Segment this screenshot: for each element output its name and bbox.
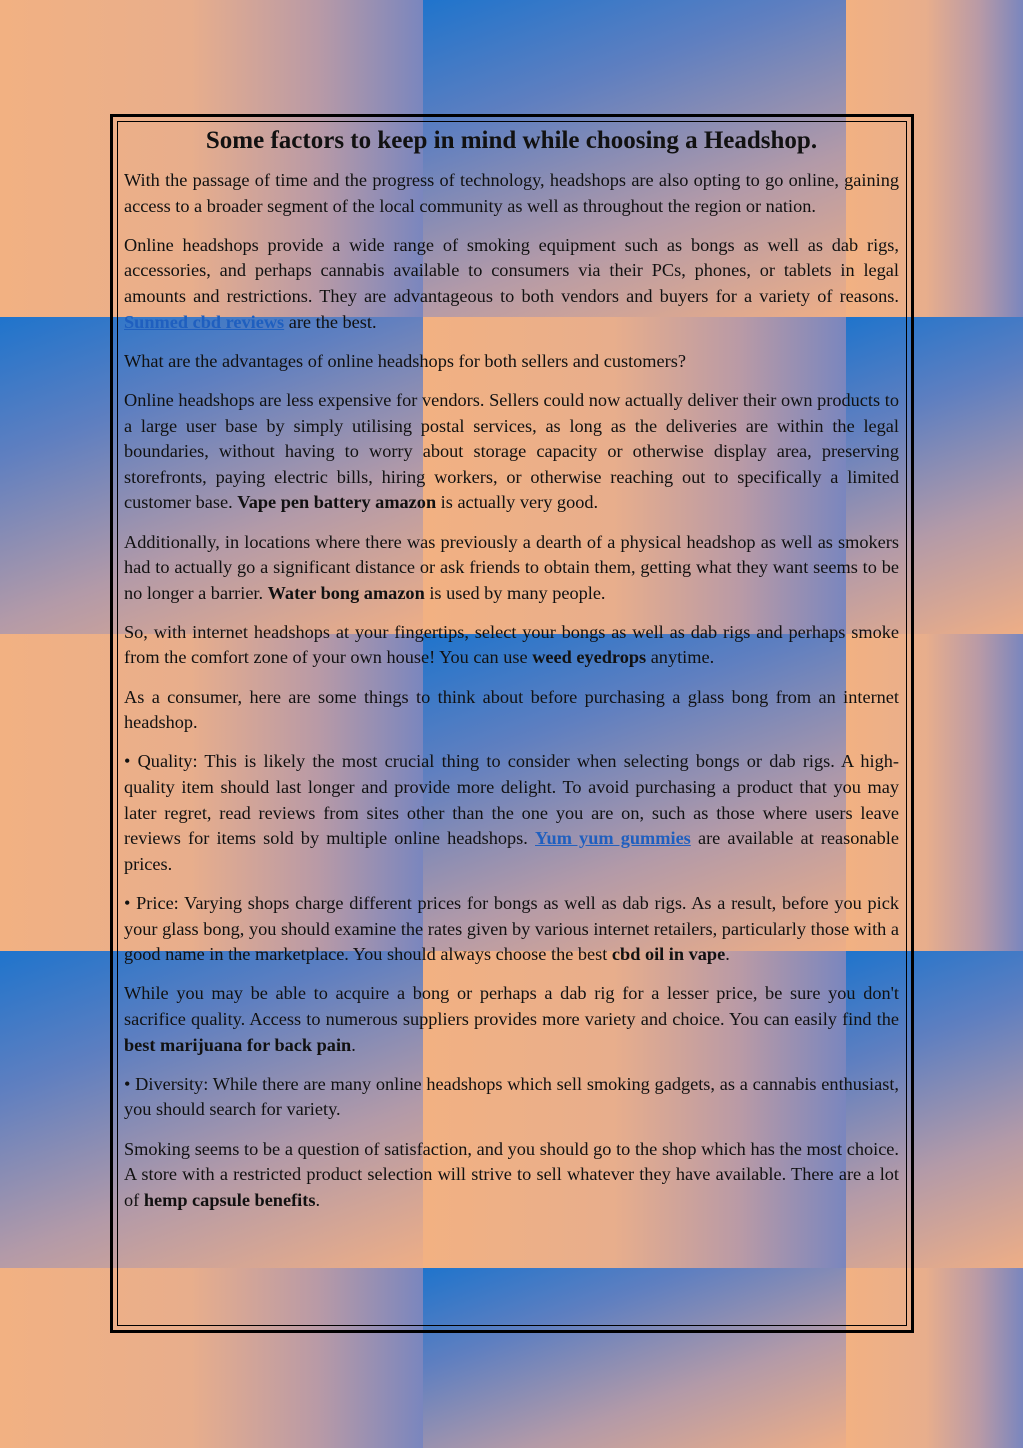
paragraph: With the passage of time and the progress of technology, headshops are also opting to go online, gaining access to a broader segment of the local community as well as throughout the region or nation. <box>124 170 899 216</box>
paragraph: Smoking seems to be a question of satisfaction, and you should go to the shop which has the most choice. A store with a restricted product selection will strive to sell whatever they have available. There are a lot of hemp capsule benefits. <box>124 1138 899 1210</box>
article <box>124 124 899 1227</box>
paragraph: While you may be able to acquire a bong or perhaps a dab rig for a lesser price, be sure you don't sacrifice quality. Access to numerous suppliers provides more variety and choice. You can easily find the best marijuana for back pain. <box>124 983 899 1055</box>
paragraph: • Quality: This is likely the most crucial thing to consider when selecting bongs or dab rigs. A high-quality item should last longer and provide more delight. To avoid purchasing a product that you may later regret, read reviews from sites other than the one you are on, such as those where users leave reviews for items sold by multiple online headshops. Yum yum gummies are available at reasonable prices. <box>124 751 900 874</box>
article-title: Some factors to keep in mind while choosing a Headshop. <box>205 127 818 154</box>
paragraph: So, with internet headshops at your fingertips, select your bongs as well as dab rigs and perhaps smoke from the comfort zone of your own house! You can use weed eyedrops anytime. <box>124 621 899 668</box>
paragraph: Online headshops provide a wide range of smoking equipment such as bongs as well as dab rigs, accessories, and perhaps cannabis available to consumers via their PCs, phones, or tablets in legal amounts and restrictions. They are advantageous to both vendors and buyers for a variety of reasons. Sunmed cbd reviews are the best. <box>124 234 899 332</box>
bold-keyword: best marijuana for back pain <box>124 1034 352 1055</box>
bold-keyword: hemp capsule benefits <box>143 1189 316 1210</box>
yum-yum-gummies-link[interactable]: Yum yum gummies <box>535 828 691 849</box>
bold-keyword: weed eyedrops <box>532 647 647 668</box>
bold-keyword: cbd oil in vape <box>611 944 726 965</box>
sunmed-cbd-reviews-link[interactable]: Sunmed cbd reviews <box>124 311 285 332</box>
paragraph: What are the advantages of online headshops for both sellers and customers? <box>124 350 686 371</box>
bold-keyword: Vape pen battery amazon <box>237 492 437 513</box>
paragraph: Additionally, in locations where there was previously a dearth of a physical headshop as well as smokers had to actually go a significant distance or ask friends to obtain them, getting what they want seems to be no longer a barrier. Water bong amazon is used by many people. <box>124 531 899 603</box>
paragraph: Online headshops are less expensive for vendors. Sellers could now actually deliver their own products to a large user base by simply utilising postal services, as long as the deliveries are within the legal boundaries, without having to worry about storage capacity or otherwise display area, preserving storefronts, paying electric bills, hiring workers, or otherwise reaching out to specifically a limited customer base. Vape pen battery amazon is actually very good. <box>124 389 899 513</box>
paragraph: • Price: Varying shops charge different prices for bongs as well as dab rigs. As a result, before you pick your glass bong, you should examine the rates given by various internet retailers, particularly those with a good name in the marketplace. You should always choose the best cbd oil in vape. <box>124 893 899 965</box>
paragraph: As a consumer, here are some things to think about before purchasing a glass bong from an internet headshop. <box>124 686 899 733</box>
bold-keyword: Water bong amazon <box>267 582 425 603</box>
paragraph: • Diversity: While there are many online headshops which sell smoking gadgets, as a cannabis enthusiast, you should search for variety. <box>124 1073 899 1120</box>
